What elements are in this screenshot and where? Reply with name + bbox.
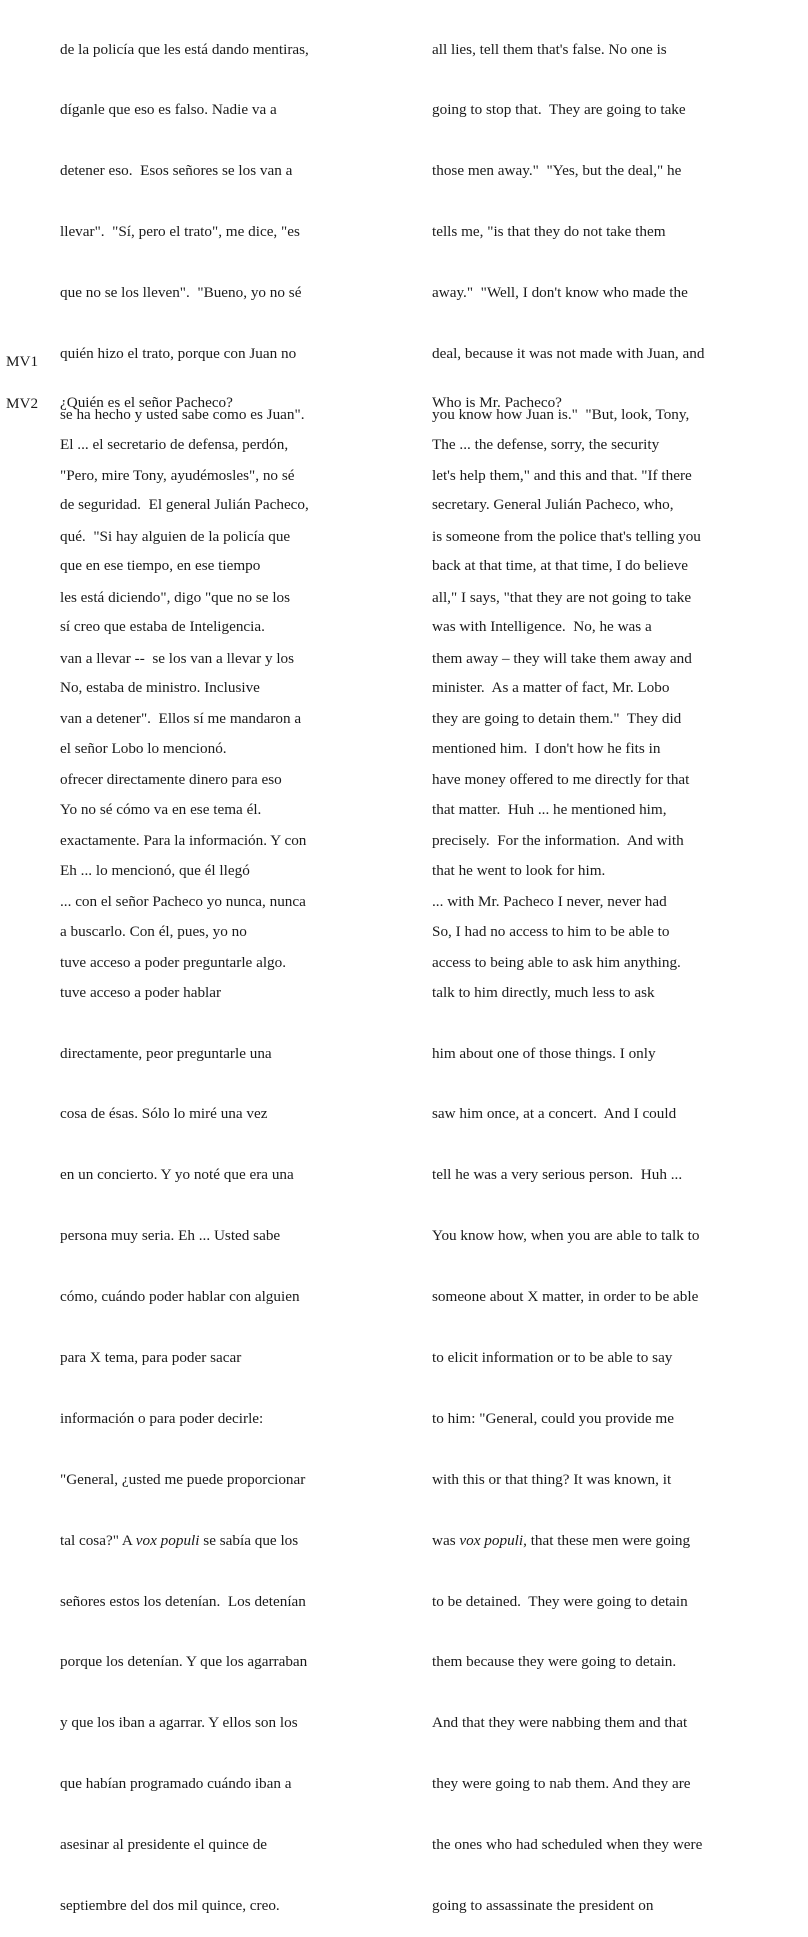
text-line: deal, because it was not made with Juan, and (432, 345, 705, 363)
text-line: to elicit information or to be able to say (432, 1348, 673, 1366)
text-line: let's help them," and this and that. "If there (432, 466, 692, 484)
text-line: back at that time, at that time, I do believe (432, 557, 688, 575)
text-line: llevar". "Sí, pero el trato", me dice, "es (60, 223, 300, 241)
text-line: going to assassinate the president on (432, 1896, 654, 1914)
text-line: going to stop that. They are going to take (432, 101, 686, 119)
text-line: tell he was a very serious person. Huh ... (432, 1166, 683, 1184)
text-line: secretary. General Julián Pacheco, who, (432, 496, 674, 514)
text-line: ... con el señor Pacheco yo nunca, nunca (60, 893, 306, 911)
text-line: "Pero, mire Tony, ayudémosles", no sé (60, 466, 295, 484)
text-line: No, estaba de ministro. Inclusive (60, 679, 260, 697)
text-line: tells me, "is that they do not take them (432, 223, 666, 241)
text-line: Eh ... lo mencionó, que él llegó (60, 861, 250, 879)
text-line: the ones who had scheduled when they were (432, 1836, 703, 1854)
text-line: So, I had no access to him to be able to (432, 922, 670, 940)
text-line: all," I says, "that they are not going to take (432, 588, 692, 606)
text-line: en un concierto. Y yo noté que era una (60, 1166, 294, 1184)
text-line: de la policía que les está dando mentiras, (60, 40, 309, 58)
text-line: señores estos los detenían. Los detenían (60, 1592, 306, 1610)
text-line: van a detener". Ellos sí me mandaron a (60, 710, 302, 728)
text-line: tuve acceso a poder hablar (60, 983, 222, 1001)
text-line: The ... the defense, sorry, the security (432, 435, 660, 453)
text-line: se ha hecho y usted sabe como es Juan". (60, 405, 305, 423)
text-line: him about one of those things. I only (432, 1044, 656, 1062)
text-line: ofrecer directamente dinero para eso (60, 771, 282, 789)
text-line: them away – they will take them away and (432, 649, 692, 667)
text-line: Yo no sé cómo va en ese tema él. (60, 800, 262, 818)
text-line: y que los iban a agarrar. Y ellos son los (60, 1714, 298, 1732)
text-line: to him: "General, could you provide me (432, 1409, 674, 1427)
text-line: those men away." "Yes, but the deal," he (432, 162, 682, 180)
text-line: les está diciendo", digo "que no se los (60, 588, 291, 606)
text-line: cosa de ésas. Sólo lo miré una vez (60, 1105, 268, 1123)
text-line: que en ese tiempo, en ese tiempo (60, 557, 261, 575)
text-line: away." "Well, I don't know who made the (432, 284, 688, 302)
text-line: "General, ¿usted me puede proporcionar (60, 1470, 306, 1488)
text-line: saw him once, at a concert. And I could (432, 1105, 677, 1123)
text-line: información o para poder decirle: (60, 1409, 264, 1427)
text-line: all lies, tell them that's false. No one is (432, 40, 667, 58)
text-line: para X tema, para poder sacar (60, 1348, 242, 1366)
text-line: was vox populi, that these men were going (432, 1531, 691, 1549)
text-line: el señor Lobo lo mencionó. (60, 740, 227, 758)
text-line: talk to him directly, much less to ask (432, 983, 655, 1001)
text-line: And that they were nabbing them and that (432, 1714, 688, 1732)
english-paragraph-2 (432, 394, 702, 1937)
text-line: You know how, when you are able to talk to (432, 1227, 700, 1245)
text-line: septiembre del dos mil quince, creo. (60, 1896, 280, 1914)
text-line: qué. "Si hay alguien de la policía que (60, 527, 291, 545)
text-line: someone about X matter, in order to be able (432, 1288, 699, 1306)
text-line: asesinar al presidente el quince de (60, 1836, 268, 1854)
speaker-label-mv1: MV1 (6, 353, 39, 370)
text-line: they are going to detain them." They did (432, 710, 682, 728)
text-line: have money offered to me directly for that (432, 771, 690, 789)
text-line: to be detained. They were going to detain (432, 1592, 688, 1610)
text-line: mentioned him. I don't how he fits in (432, 740, 661, 758)
spanish-paragraph-2 (60, 394, 309, 1937)
italic-term: vox populi (459, 1531, 524, 1549)
text-line: a buscarlo. Con él, pues, yo no (60, 922, 247, 940)
italic-term: vox populi (135, 1531, 200, 1549)
text-line: with this or that thing? It was known, it (432, 1470, 672, 1488)
text-line: that he went to look for him. (432, 861, 606, 879)
text-line: precisely. For the information. And with (432, 832, 684, 850)
text-line: directamente, peor preguntarle una (60, 1044, 272, 1062)
text-line: tuve acceso a poder preguntarle algo. (60, 953, 287, 971)
text-line: detener eso. Esos señores se los van a (60, 162, 293, 180)
text-line: El ... el secretario de defensa, perdón, (60, 435, 289, 453)
text-line: ... with Mr. Pacheco I never, never had (432, 893, 667, 911)
text-line: que habían programado cuándo iban a (60, 1775, 292, 1793)
text-line: de seguridad. El general Julián Pacheco, (60, 496, 309, 514)
text-line: that matter. Huh ... he mentioned him, (432, 800, 667, 818)
text-line: sí creo que estaba de Inteligencia. (60, 618, 265, 636)
text-line: ¿Quién es el señor Pacheco? (60, 393, 233, 411)
text-line: cómo, cuándo poder hablar con alguien (60, 1288, 300, 1306)
text-line: you know how Juan is." "But, look, Tony, (432, 405, 690, 423)
text-line: they were going to nab them. And they are (432, 1775, 691, 1793)
text-line: was with Intelligence. No, he was a (432, 618, 652, 636)
text-line: Who is Mr. Pacheco? (432, 393, 562, 411)
text-line: minister. As a matter of fact, Mr. Lobo (432, 679, 670, 697)
text-line: quién hizo el trato, porque con Juan no (60, 345, 297, 363)
text-line: access to being able to ask him anything. (432, 953, 681, 971)
text-line: is someone from the police that's telling you (432, 527, 701, 545)
text-line: díganle que eso es falso. Nadie va a (60, 101, 277, 119)
text-line: them because they were going to detain. (432, 1653, 677, 1671)
text-line: persona muy seria. Eh ... Usted sabe (60, 1227, 281, 1245)
text-line: exactamente. Para la información. Y con (60, 832, 307, 850)
text-line: tal cosa?" A vox populi se sabía que los (60, 1531, 299, 1549)
speaker-label-mv2: MV2 (6, 395, 39, 412)
text-line: porque los detenían. Y que los agarraban (60, 1653, 308, 1671)
text-line: van a llevar -- se los van a llevar y los (60, 649, 295, 667)
text-line: que no se los lleven". "Bueno, yo no sé (60, 284, 302, 302)
